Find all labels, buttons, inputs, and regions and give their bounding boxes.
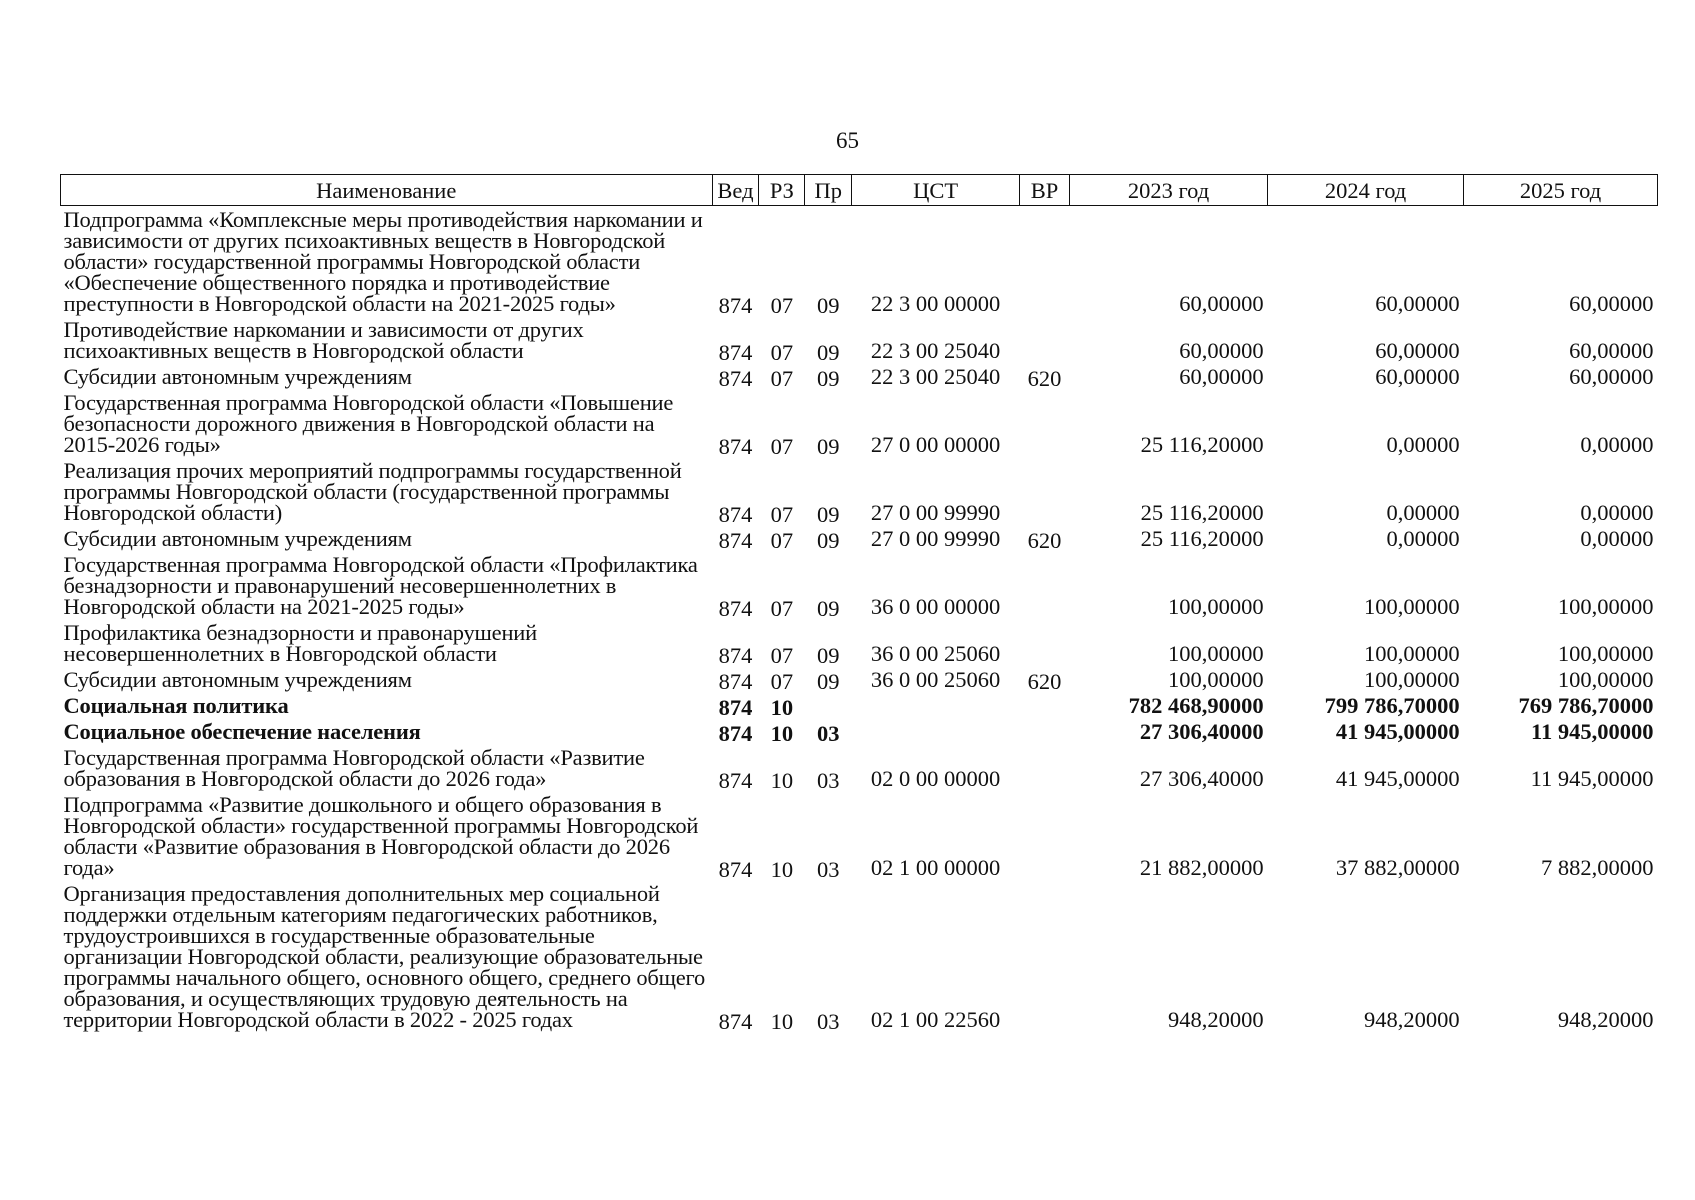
table-row: [61, 525, 1658, 551]
row-cst: 02 1 00 00000: [870, 855, 1001, 880]
budget-table: [60, 174, 1658, 1032]
row-value-2024: 37 882,00000: [1335, 855, 1460, 880]
header-ved: Вед: [712, 175, 759, 206]
row-value-2024: 948,20000: [1363, 1007, 1460, 1032]
header-2025: 2025 год: [1464, 175, 1658, 206]
row-cst: 22 3 00 00000: [870, 291, 1001, 316]
row-ved: 874: [718, 643, 753, 668]
row-value-2024: 60,00000: [1375, 291, 1460, 316]
row-vr: [1020, 880, 1070, 1032]
row-value-2023: 782 468,90000: [1128, 693, 1264, 718]
row-value-2023: 25 116,20000: [1140, 526, 1264, 551]
row-rz: 07: [770, 643, 794, 668]
table-body: [61, 206, 1658, 1033]
row-vr: [1020, 619, 1070, 666]
row-ved: 874: [718, 434, 753, 459]
row-value-2025: 100,00000: [1557, 667, 1654, 692]
header-vr: ВР: [1020, 175, 1070, 206]
row-cst: 36 0 00 25060: [870, 641, 1001, 666]
table-row: [61, 316, 1658, 363]
row-value-2025: 11 945,00000: [1530, 766, 1654, 791]
table-header-row: [61, 175, 1658, 206]
row-vr: [1020, 718, 1070, 744]
table-row: [61, 744, 1658, 791]
row-pr: 09: [816, 293, 840, 318]
table-row: [61, 389, 1658, 457]
row-rz: 10: [770, 721, 794, 746]
row-value-2024: 799 786,70000: [1324, 693, 1460, 718]
row-value-2023: 21 882,00000: [1139, 855, 1264, 880]
header-pr: Пр: [805, 175, 852, 206]
row-ved: 874: [718, 695, 753, 720]
row-pr: 09: [816, 434, 840, 459]
row-cst: [852, 718, 1020, 744]
row-pr: 03: [816, 768, 840, 793]
row-name: Государственная программа Новгородской области «Профилактика безнадзорности и правонарушений несовершеннолетних в Новгородской области на 2021-2025 годы»: [63, 552, 698, 619]
row-name: Государственная программа Новгородской области «Повышение безопасности дорожного движения в Новгородской области на 2015-2026 годы»: [63, 390, 674, 457]
row-value-2023: 100,00000: [1167, 641, 1264, 666]
row-value-2023: 25 116,20000: [1140, 432, 1264, 457]
row-value-2025: 60,00000: [1569, 338, 1654, 363]
row-vr: [1020, 744, 1070, 791]
table-row: [61, 692, 1658, 718]
table-row: [61, 206, 1658, 317]
row-ved: 874: [718, 340, 753, 365]
row-pr: 09: [816, 669, 840, 694]
row-rz: 10: [770, 695, 794, 720]
row-value-2025: 7 882,00000: [1541, 855, 1654, 880]
row-cst: 27 0 00 99990: [870, 500, 1001, 525]
row-name: Субсидии автономным учреждениям: [63, 667, 412, 692]
row-name: Социальное обеспечение населения: [63, 719, 421, 744]
row-pr: 03: [816, 721, 840, 746]
row-cst: 22 3 00 25040: [870, 364, 1001, 389]
table-row: [61, 880, 1658, 1032]
row-vr: 620: [1027, 528, 1062, 553]
row-vr: [1020, 389, 1070, 457]
row-cst: 22 3 00 25040: [870, 338, 1001, 363]
row-cst: 02 0 00 00000: [870, 766, 1001, 791]
row-ved: 874: [718, 293, 753, 318]
row-value-2024: 41 945,00000: [1335, 719, 1460, 744]
row-name: Государственная программа Новгородской области «Развитие образования в Новгородской области до 2026 года»: [63, 745, 645, 791]
row-value-2024: 60,00000: [1375, 338, 1460, 363]
row-ved: 874: [718, 768, 753, 793]
row-cst: 36 0 00 25060: [870, 667, 1001, 692]
row-value-2024: 60,00000: [1375, 364, 1460, 389]
row-value-2024: 41 945,00000: [1335, 766, 1460, 791]
row-pr: 09: [816, 596, 840, 621]
row-pr: 09: [816, 340, 840, 365]
row-vr: [1020, 692, 1070, 718]
row-pr: [805, 692, 852, 718]
row-cst: 02 1 00 22560: [870, 1007, 1001, 1032]
row-cst: 27 0 00 00000: [870, 432, 1001, 457]
header-cst: ЦСТ: [852, 175, 1020, 206]
row-ved: 874: [718, 669, 753, 694]
row-value-2023: 27 306,40000: [1139, 766, 1264, 791]
row-value-2023: 60,00000: [1179, 338, 1264, 363]
row-value-2023: 100,00000: [1167, 667, 1264, 692]
table-row: [61, 619, 1658, 666]
row-rz: 07: [770, 596, 794, 621]
row-pr: 09: [816, 366, 840, 391]
row-value-2025: 0,00000: [1580, 432, 1654, 457]
row-rz: 07: [770, 434, 794, 459]
row-value-2024: 0,00000: [1386, 432, 1460, 457]
row-name: Подпрограмма «Развитие дошкольного и общего образования в Новгородской области» государственной программы Новгородской области «Развитие образования в Новгородской области до 2026 года»: [63, 792, 699, 880]
row-ved: 874: [718, 366, 753, 391]
row-name: Реализация прочих мероприятий подпрограммы государственной программы Новгородской области (государственной программы Новгородской области): [63, 458, 682, 525]
row-cst: 36 0 00 00000: [870, 594, 1001, 619]
page-number: 65: [836, 128, 859, 153]
row-rz: 07: [770, 669, 794, 694]
row-pr: 03: [816, 1009, 840, 1034]
row-value-2023: 100,00000: [1167, 594, 1264, 619]
row-rz: 07: [770, 502, 794, 527]
row-value-2025: 60,00000: [1569, 291, 1654, 316]
row-value-2023: 25 116,20000: [1140, 500, 1264, 525]
row-pr: 09: [816, 502, 840, 527]
row-pr: 03: [816, 857, 840, 882]
table-row: [61, 551, 1658, 619]
row-value-2024: 100,00000: [1363, 641, 1460, 666]
row-cst: 27 0 00 99990: [870, 526, 1001, 551]
row-rz: 07: [770, 340, 794, 365]
row-name: Подпрограмма «Комплексные меры противодействия наркомании и зависимости от других психоактивных веществ в Новгородской области» государственной программы Новгородской области «Обеспечение общественного порядка и противодействие преступности в Новгородской области на 2021-2025 годы»: [63, 207, 703, 316]
table-row: [61, 791, 1658, 880]
row-value-2025: 0,00000: [1580, 526, 1654, 551]
header-2024: 2024 год: [1268, 175, 1464, 206]
table-row: [61, 666, 1658, 692]
row-ved: 874: [718, 596, 753, 621]
row-rz: 07: [770, 528, 794, 553]
row-value-2023: 27 306,40000: [1139, 719, 1264, 744]
row-name: Профилактика безнадзорности и правонарушений несовершеннолетних в Новгородской области: [63, 620, 537, 666]
row-value-2024: 100,00000: [1363, 667, 1460, 692]
row-ved: 874: [718, 502, 753, 527]
row-vr: 620: [1027, 366, 1062, 391]
row-value-2025: 100,00000: [1557, 594, 1654, 619]
row-name: Субсидии автономным учреждениям: [63, 526, 412, 551]
header-rz: РЗ: [759, 175, 805, 206]
row-value-2025: 60,00000: [1569, 364, 1654, 389]
row-pr: 09: [816, 643, 840, 668]
header-2023: 2023 год: [1070, 175, 1268, 206]
row-cst: [852, 692, 1020, 718]
header-name: Наименование: [61, 175, 713, 206]
row-vr: [1020, 791, 1070, 880]
row-value-2024: 100,00000: [1363, 594, 1460, 619]
row-rz: 07: [770, 293, 794, 318]
row-name: Субсидии автономным учреждениям: [63, 364, 412, 389]
table-row: [61, 718, 1658, 744]
row-rz: 10: [770, 857, 794, 882]
row-value-2024: 0,00000: [1386, 500, 1460, 525]
row-vr: [1020, 206, 1070, 317]
row-value-2025: 948,20000: [1557, 1007, 1654, 1032]
row-rz: 10: [770, 1009, 794, 1034]
row-name: Социальная политика: [63, 693, 289, 718]
row-value-2023: 60,00000: [1179, 364, 1264, 389]
row-rz: 07: [770, 366, 794, 391]
row-ved: 874: [718, 528, 753, 553]
row-value-2025: 11 945,00000: [1530, 719, 1654, 744]
row-ved: 874: [718, 721, 753, 746]
row-value-2025: 100,00000: [1557, 641, 1654, 666]
row-ved: 874: [718, 857, 753, 882]
row-name: Организация предоставления дополнительных мер социальной поддержки отдельным категориям педагогических работников, трудоустроившихся в государственные образовательные организации Новгородской области, реализующие образовательные программы начального общего, основного общего, среднего общего образования, и осуществляющих трудовую деятельность на территории Новгородской области в 2022 - 2025 годах: [63, 881, 706, 1032]
row-value-2024: 0,00000: [1386, 526, 1460, 551]
row-vr: [1020, 457, 1070, 525]
row-value-2023: 60,00000: [1179, 291, 1264, 316]
row-vr: 620: [1027, 669, 1062, 694]
row-pr: 09: [816, 528, 840, 553]
row-vr: [1020, 316, 1070, 363]
row-value-2023: 948,20000: [1167, 1007, 1264, 1032]
row-value-2025: 0,00000: [1580, 500, 1654, 525]
row-ved: 874: [718, 1009, 753, 1034]
row-rz: 10: [770, 768, 794, 793]
row-name: Противодействие наркомании и зависимости от других психоактивных веществ в Новгородской области: [63, 317, 584, 363]
table-row: [61, 457, 1658, 525]
row-value-2025: 769 786,70000: [1518, 693, 1654, 718]
table-row: [61, 363, 1658, 389]
row-vr: [1020, 551, 1070, 619]
